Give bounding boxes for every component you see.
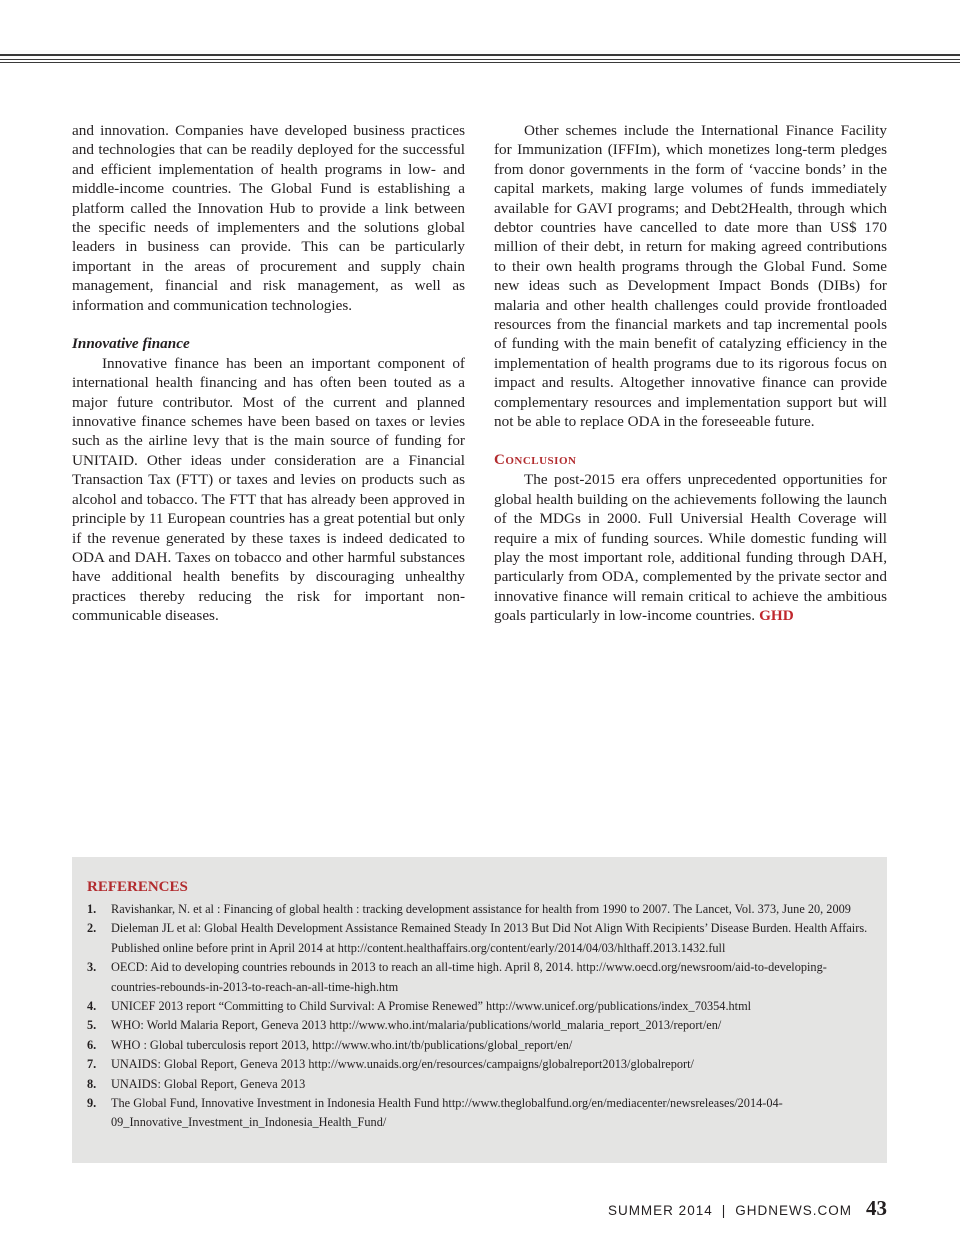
footer-site: GHDNEWS.COM — [735, 1203, 852, 1218]
page-number: 43 — [866, 1196, 887, 1220]
body-paragraph: and innovation. Companies have developed business practices and technologies that can be readily deployed for the successful and efficient implementation of health programs in low- and middle-income countries. The Global Fund is establishing a platform called the Innovation Hub to provide a link between the specific needs of implementers and the solutions global leaders in business can provide. This can be particularly important in the areas of procurement and supply chain management, financial and risk management, as well as information and communication technologies. — [72, 122, 465, 314]
reference-number: 4. — [87, 999, 97, 1014]
body-paragraph: Innovative finance has been an important component of international health financing and has often been touted as a major future contributor. Most of the current and planned innovative finance schemes have been based on taxes or levies such as the airline levy that is the main source of funding for UNITAID. Other ideas under consideration are a Financial Transaction Tax (FTT) or taxes and levies on products such as alcohol and tobacco. The FTT that has already been approved in principle by 11 European countries has a great potential but only if the revenue generated by these taxes is indeed dedicated to ODA and DAH. Taxes on tobacco and other harmful substances have additional health benefits by discouraging unhealthy practices thereby reducing the risk for important non-communicable diseases. — [72, 354, 465, 625]
reference-item — [87, 1094, 871, 1133]
body-paragraph: Other schemes include the International Finance Facility for Immunization (IFFIm), which monetizes long-term pledges from donor governments in the form of ‘vaccine bonds’ in the capital markets, making large volumes of funds immediately available for GAVI programs; and Debt2Health, through which debtor countries have cancelled to date more than US$ 170 million of their debt, in return for making agreed contributions to their own health programs through the Global Fund. Some new ideas such as Development Impact Bonds (DIBs) for malaria and other health challenges could provide frontloaded resources from the financial markets and tap incremental pools of funding with the main benefit of catalyzing efficiency in the implementation of health programs due to its rigorous focus on impact and results. Altogether innovative finance can provide complementary resources and implementation support but will not be able to replace ODA in the foreseeable future. — [494, 122, 887, 431]
reference-text: Ravishankar, N. et al : Financing of global health : tracking development assistance for health from 1990 to 2007. The Lancet, Vol. 373, June 20, 2009 — [111, 902, 851, 916]
right-column — [494, 121, 887, 626]
references-title: REFERENCES — [87, 879, 188, 895]
header-rules — [0, 54, 960, 63]
reference-item — [87, 1075, 871, 1094]
reference-number: 6. — [87, 1037, 97, 1052]
reference-text: UNAIDS: Global Report, Geneva 2013 — [111, 1076, 306, 1091]
body-paragraph — [494, 470, 887, 625]
reference-item — [87, 997, 871, 1016]
reference-text: UNICEF 2013 report “Committing to Child Survival: A Promise Renewed” http://www.unicef.org/publications/index_70354.html — [111, 999, 752, 1014]
section-heading-conclusion: Conclusion — [494, 451, 577, 468]
reference-text: OECD: Aid to developing countries rebounds in 2013 to reach an all-time high. April 8, 2014. http://www.oecd.org/newsroom/aid-to-developing-countries-rebounds-in-2013-to-reach-an-all-time-high.htm — [111, 960, 827, 994]
footer-separator: | — [721, 1203, 727, 1218]
reference-number: 8. — [87, 1076, 97, 1091]
references-box — [72, 857, 887, 1163]
page-footer — [608, 1196, 887, 1221]
reference-number: 2. — [87, 921, 97, 936]
reference-item — [87, 1016, 871, 1035]
reference-text: WHO: World Malaria Report, Geneva 2013 http://www.who.int/malaria/publications/world_malaria_report_2013/report/en/ — [111, 1018, 722, 1033]
subhead-innovative-finance: Innovative finance — [72, 335, 190, 353]
reference-text: UNAIDS: Global Report, Geneva 2013 http://www.unaids.org/en/resources/campaigns/globalreport2013/globalreport/ — [111, 1057, 694, 1072]
footer-issue: SUMMER 2014 — [607, 1203, 713, 1218]
reference-item — [87, 1055, 871, 1074]
reference-item — [87, 900, 871, 919]
reference-number: 7. — [87, 1057, 97, 1072]
reference-text: The Global Fund, Innovative Investment in Indonesia Health Fund http://www.theglobalfund.org/en/mediacenter/newsreleases/2014-04-09_Innovative_Investment_in_Indonesia_Health_Fund/ — [111, 1096, 783, 1130]
reference-number: 5. — [87, 1018, 97, 1033]
left-column — [72, 121, 465, 626]
references-list — [87, 900, 871, 1133]
ghd-end-mark: GHD — [759, 607, 794, 625]
reference-item — [87, 919, 871, 958]
reference-text: Dieleman JL et al: Global Health Development Assistance Remained Steady In 2013 But Did Not Align With Recipients’ Disease Burden. Health Affairs. Published online before print in April 2014 at http://content.healthaffairs.org/content/early/2014/04/03/hlthaff.2013.1432.full — [111, 921, 868, 955]
reference-item — [87, 958, 871, 997]
reference-item — [87, 1036, 871, 1055]
reference-number: 1. — [87, 902, 97, 916]
reference-number: 9. — [87, 1096, 97, 1111]
reference-text: WHO : Global tuberculosis report 2013, http://www.who.int/tb/publications/global_report/en/ — [111, 1037, 573, 1052]
conclusion-text: The post-2015 era offers unprecedented opportunities for global health building on the achievements following the launch of the MDGs in 2000. Full Universial Health Coverage will require a mix of funding sources. While domestic funding will play the most important role, additional funding through DAH, particularly from ODA, complemented by the private sector and innovative finance will remain critical to achieve the ambitious goals particularly in low-income countries. — [494, 471, 887, 625]
reference-number: 3. — [87, 960, 97, 975]
